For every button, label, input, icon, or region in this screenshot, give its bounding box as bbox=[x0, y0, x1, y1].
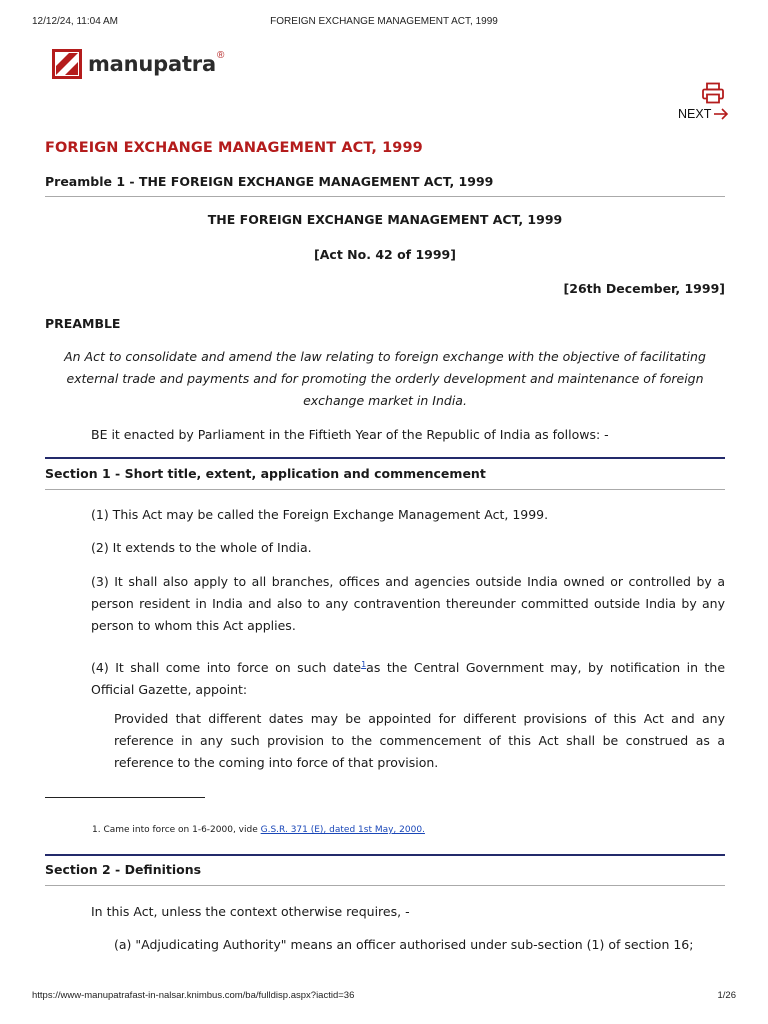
logo-text: manupatra bbox=[88, 52, 216, 76]
section-2-heading[interactable]: Section 2 - Definitions bbox=[45, 862, 202, 877]
enactment-text: BE it enacted by Parliament in the Fiftieth Year of the Republic of India as follows: - bbox=[91, 427, 609, 442]
section-2-intro: In this Act, unless the context otherwise requires, - bbox=[91, 904, 410, 919]
next-label: NEXT bbox=[678, 107, 712, 121]
footnote-text: 1. Came into force on 1-6-2000, vide bbox=[92, 825, 261, 835]
section-1-clause-3 bbox=[91, 571, 725, 637]
next-link[interactable] bbox=[678, 107, 729, 121]
printer-icon[interactable] bbox=[701, 82, 725, 104]
act-date: [26th December, 1999] bbox=[563, 281, 725, 296]
print-header bbox=[32, 16, 736, 30]
divider bbox=[45, 489, 725, 490]
clause-3-text: (3) It shall also apply to all branches, offices and agencies outside India owned or controlled by a person resident in India and also to any contravention thereunder committed outside India by any person to whom this Act applies. bbox=[91, 574, 725, 633]
section-divider bbox=[45, 854, 725, 856]
logo-registered-mark: ® bbox=[216, 49, 225, 61]
section-2-item-a: (a) "Adjudicating Authority" means an officer authorised under sub-section (1) of section 16; bbox=[114, 937, 694, 952]
clause-4-text-before: (4) It shall come into force on such date bbox=[91, 660, 362, 676]
footnote-link[interactable]: G.S.R. 371 (E), dated 1st May, 2000. bbox=[260, 825, 425, 835]
divider bbox=[45, 885, 725, 886]
footnote-divider bbox=[45, 797, 205, 798]
section-1-clause-1: (1) This Act may be called the Foreign Exchange Management Act, 1999. bbox=[91, 507, 549, 522]
divider bbox=[45, 196, 725, 197]
footnote bbox=[92, 825, 425, 835]
preamble-heading: Preamble 1 - THE FOREIGN EXCHANGE MANAGEMENT ACT, 1999 bbox=[45, 174, 494, 189]
print-footer bbox=[32, 990, 736, 1004]
section-1-proviso: Provided that different dates may be appointed for different provisions of this Act and any reference in any such provision to the commencement of this Act shall be construed as a reference to the coming into force of that provision. bbox=[114, 711, 725, 770]
section-1-heading[interactable]: Section 1 - Short title, extent, application and commencement bbox=[45, 466, 486, 481]
section-divider bbox=[45, 457, 725, 459]
clause-4-text-after: as the Central Government may, by notification in the Official Gazette, appoint: bbox=[91, 660, 726, 698]
print-datetime: 12/12/24, 11:04 AM bbox=[32, 16, 118, 27]
manupatra-logo[interactable] bbox=[52, 46, 224, 82]
arrow-right-icon bbox=[713, 108, 729, 120]
print-title: FOREIGN EXCHANGE MANAGEMENT ACT, 1999 bbox=[270, 16, 498, 27]
section-1-clause-4 bbox=[91, 653, 725, 701]
document-title: FOREIGN EXCHANGE MANAGEMENT ACT, 1999 bbox=[45, 140, 423, 156]
page-url: https://www-manupatrafast-in-nalsar.knimbus.com/ba/fulldisp.aspx?iactid=36 bbox=[32, 990, 355, 1001]
act-number: [Act No. 42 of 1999] bbox=[314, 247, 456, 262]
act-title: THE FOREIGN EXCHANGE MANAGEMENT ACT, 1999 bbox=[207, 212, 563, 227]
section-1-clause-2: (2) It extends to the whole of India. bbox=[91, 540, 312, 555]
footnote-ref-link[interactable]: 1 bbox=[361, 660, 367, 669]
preamble-label: PREAMBLE bbox=[45, 316, 121, 331]
preamble-text: An Act to consolidate and amend the law relating to foreign exchange with the objective of facilitating external trade and payments and for promoting the orderly development and maintenance of foreign exchange market in India. bbox=[64, 349, 706, 408]
logo-mark-icon bbox=[52, 49, 82, 79]
page-number: 1/26 bbox=[717, 990, 736, 1001]
